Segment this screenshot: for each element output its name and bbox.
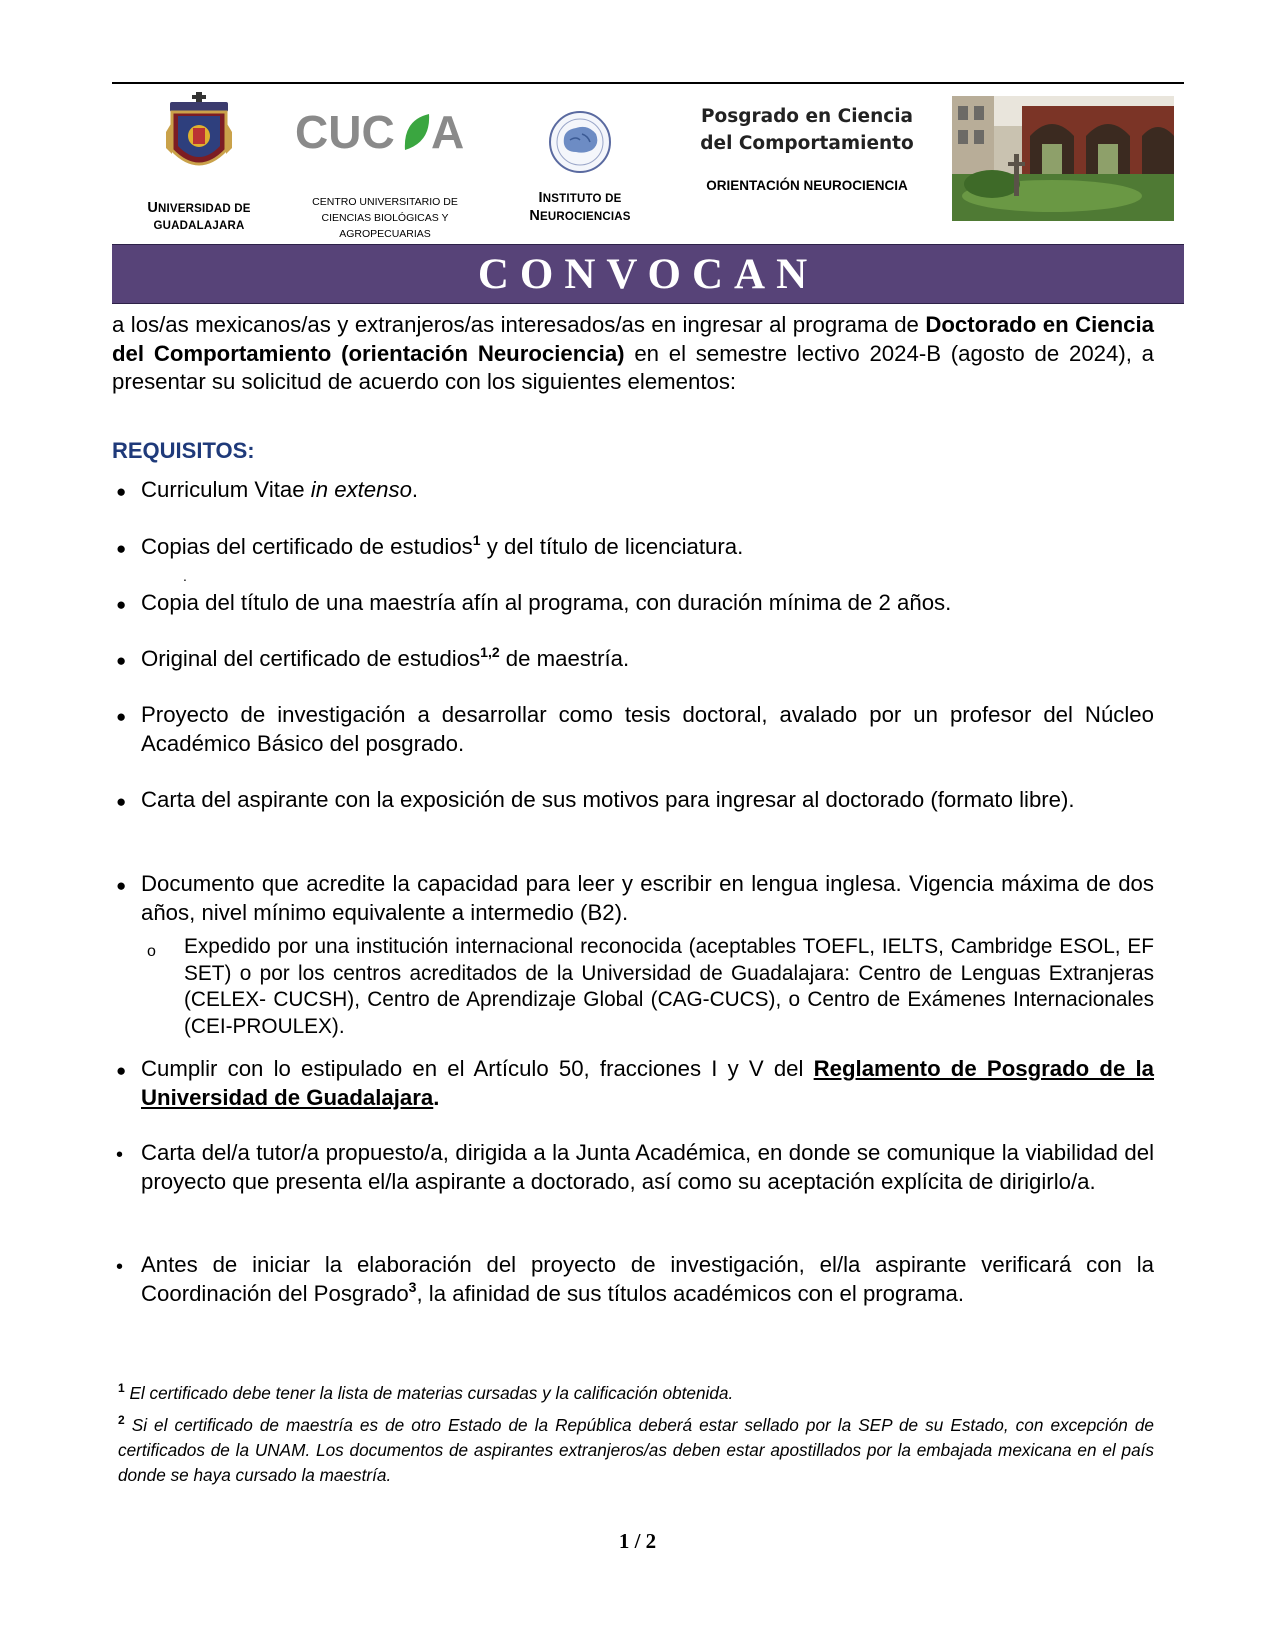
requirement-item-maestria-title: Copia del título de una maestría afín al programa, con duración mínima de 2 años. [141,590,952,615]
ineuro-label-initial-2: N [529,208,541,224]
footnote-ref: 1,2 [480,644,500,660]
page-number: 1 / 2 [618,1529,657,1553]
intro-program-name: Doctorado en Ciencia del Comportamiento (orientación Neurociencia) [112,312,1154,366]
ineuro-label-initial: I [538,190,543,206]
requirement-item-research-project: Proyecto de investigación a desarrollar como tesis doctoral, avalado por un profesor del Núcleo Académico Básico del posgrado. [141,702,1154,756]
building-photo [952,96,1174,221]
requirement-item-cv [141,476,1154,505]
svg-text:A: A [431,108,465,156]
item4-text: Original del certificado de estudios [141,646,481,671]
program-orientation: ORIENTACIÓN NEUROCIENCIA [706,178,908,193]
requirements-heading: REQUISITOS: [112,438,255,463]
bullet: ● [116,707,127,726]
banner-title: CONVOCAN [477,251,819,298]
udg-label-line1: NIVERSIDAD DE [157,203,251,215]
sub-bullet: o [147,943,156,960]
svg-text:CUC: CUC [295,108,395,156]
footnote-ref: 1 [472,532,481,548]
footnote-2-marker: 2 [118,1413,125,1427]
bullet: • [116,1256,124,1278]
bullet: ● [116,876,127,895]
intro-part2: en el semestre lectivo 2024-B (agosto de 2024), a presentar su solicitud de acuerdo con los siguientes elementos: [112,340,1154,394]
intro-part1: a los/as mexicanos/as y extranjeros/as interesados/as en ingresar al programa de [112,312,926,337]
top-rule [112,82,1184,84]
item1-text: Curriculum Vitae [141,477,311,502]
program-title-line1: Posgrado en Ciencia [700,106,914,127]
requirement-item-coordination [141,1251,1154,1308]
udg-logo-block [143,92,255,235]
item8-end: . [433,1084,440,1110]
item10-end: , la afinidad de sus títulos académicos con el programa. [416,1280,965,1306]
ineuro-logo-block [515,110,645,226]
cucba-logo [295,108,475,156]
footnote-1-text: El certificado debe tener la lista de materias cursadas y la calificación obtenida. [124,1383,734,1403]
udg-label-initial: U [147,200,158,216]
udg-crest-icon [164,92,234,178]
footnote-1 [118,1381,1158,1406]
footnote-2-text: Si el certificado de maestría es de otro Estado de la República deberá estar sellado por la SEP de su Estado, con excepción de certificados de la UNAM. Los documentos de aspirantes extranjeros/as deben estar apostillados por la embajada mexicana en el país donde se haya cursado la maestría. [118,1415,1154,1485]
item8-text: Cumplir con lo estipulado en el Artículo 50, fracciones I y V del [141,1056,814,1081]
cucba-label-line2: CIENCIAS BIOLÓGICAS Y [321,212,449,224]
udg-label-line2: GUADALAJARA [153,220,245,232]
item4-end: de maestría. [499,646,630,671]
footnote-2 [118,1413,1154,1488]
program-title-line2: del Comportamiento [700,133,914,154]
item1-italic: in extenso [310,477,412,502]
requirement-item-english: Documento que acredite la capacidad para leer y escribir en lengua inglesa. Vigencia máxima de dos años, nivel mínimo equivalente a intermedio (B2). [141,871,1154,925]
bullet: ● [116,595,127,614]
requirement-item-article-50 [141,1055,1154,1112]
reglamento-link[interactable]: Reglamento de Posgrado de la Universidad de Guadalajara [141,1056,1154,1110]
item2-end: y del título de licenciatura. [480,534,744,559]
footnote-1-marker: 1 [118,1381,125,1395]
requirement-subitem-english-institutions: Expedido por una institución internacional reconocida (aceptables TOEFL, IELTS, Cambridge ESOL, EF SET) o por los centros acreditados de la Universidad de Guadalajara: Centro de Lenguas Extranjeras (CELEX- CUCSH), Centro de Aprendizaje Global (CAG-CUCS), o Centro de Exámenes Internacionales (CEI-PROULEX). [184,935,1154,1038]
item2-text: Copias del certificado de estudios [141,534,473,559]
brain-seal-icon [546,110,614,174]
cucba-label-line1: CENTRO UNIVERSITARIO DE [312,196,458,208]
program-title [682,103,932,157]
item1-end: . [411,477,419,502]
bullet: ● [116,482,127,501]
ineuro-label-line2: EUROCIENCIAS [540,211,631,223]
bullet: • [116,1144,124,1166]
cucba-label-line3: AGROPECUARIAS [339,228,431,240]
bullet: ● [116,792,127,811]
requirement-item-maestria-certificate [141,645,1154,674]
bullet: ● [116,651,127,670]
ineuro-label-line1: NSTITUTO DE [542,193,622,205]
stray-dot: . [183,568,187,584]
requirement-item-tutor-letter: Carta del/a tutor/a propuesto/a, dirigida a la Junta Académica, en donde se comunique la viabilidad del proyecto que presenta el/la aspirante a doctorado, así como su aceptación explícita de dirigirlo/a. [141,1140,1154,1194]
bullet: ● [116,539,127,558]
convocan-banner [112,244,1184,304]
footnote-ref: 3 [408,1278,417,1295]
requirement-item-licenciatura [141,533,1154,562]
item10-text: Antes de iniciar la elaboración del proyecto de investigación, el/la aspirante verificará con la Coordinación del Posgrado [141,1252,1154,1306]
bullet: ● [116,1061,127,1080]
cucba-logo-block [290,108,480,242]
intro-paragraph [112,311,1154,397]
requirement-item-motivation-letter: Carta del aspirante con la exposición de sus motivos para ingresar al doctorado (formato libre). [141,787,1075,812]
